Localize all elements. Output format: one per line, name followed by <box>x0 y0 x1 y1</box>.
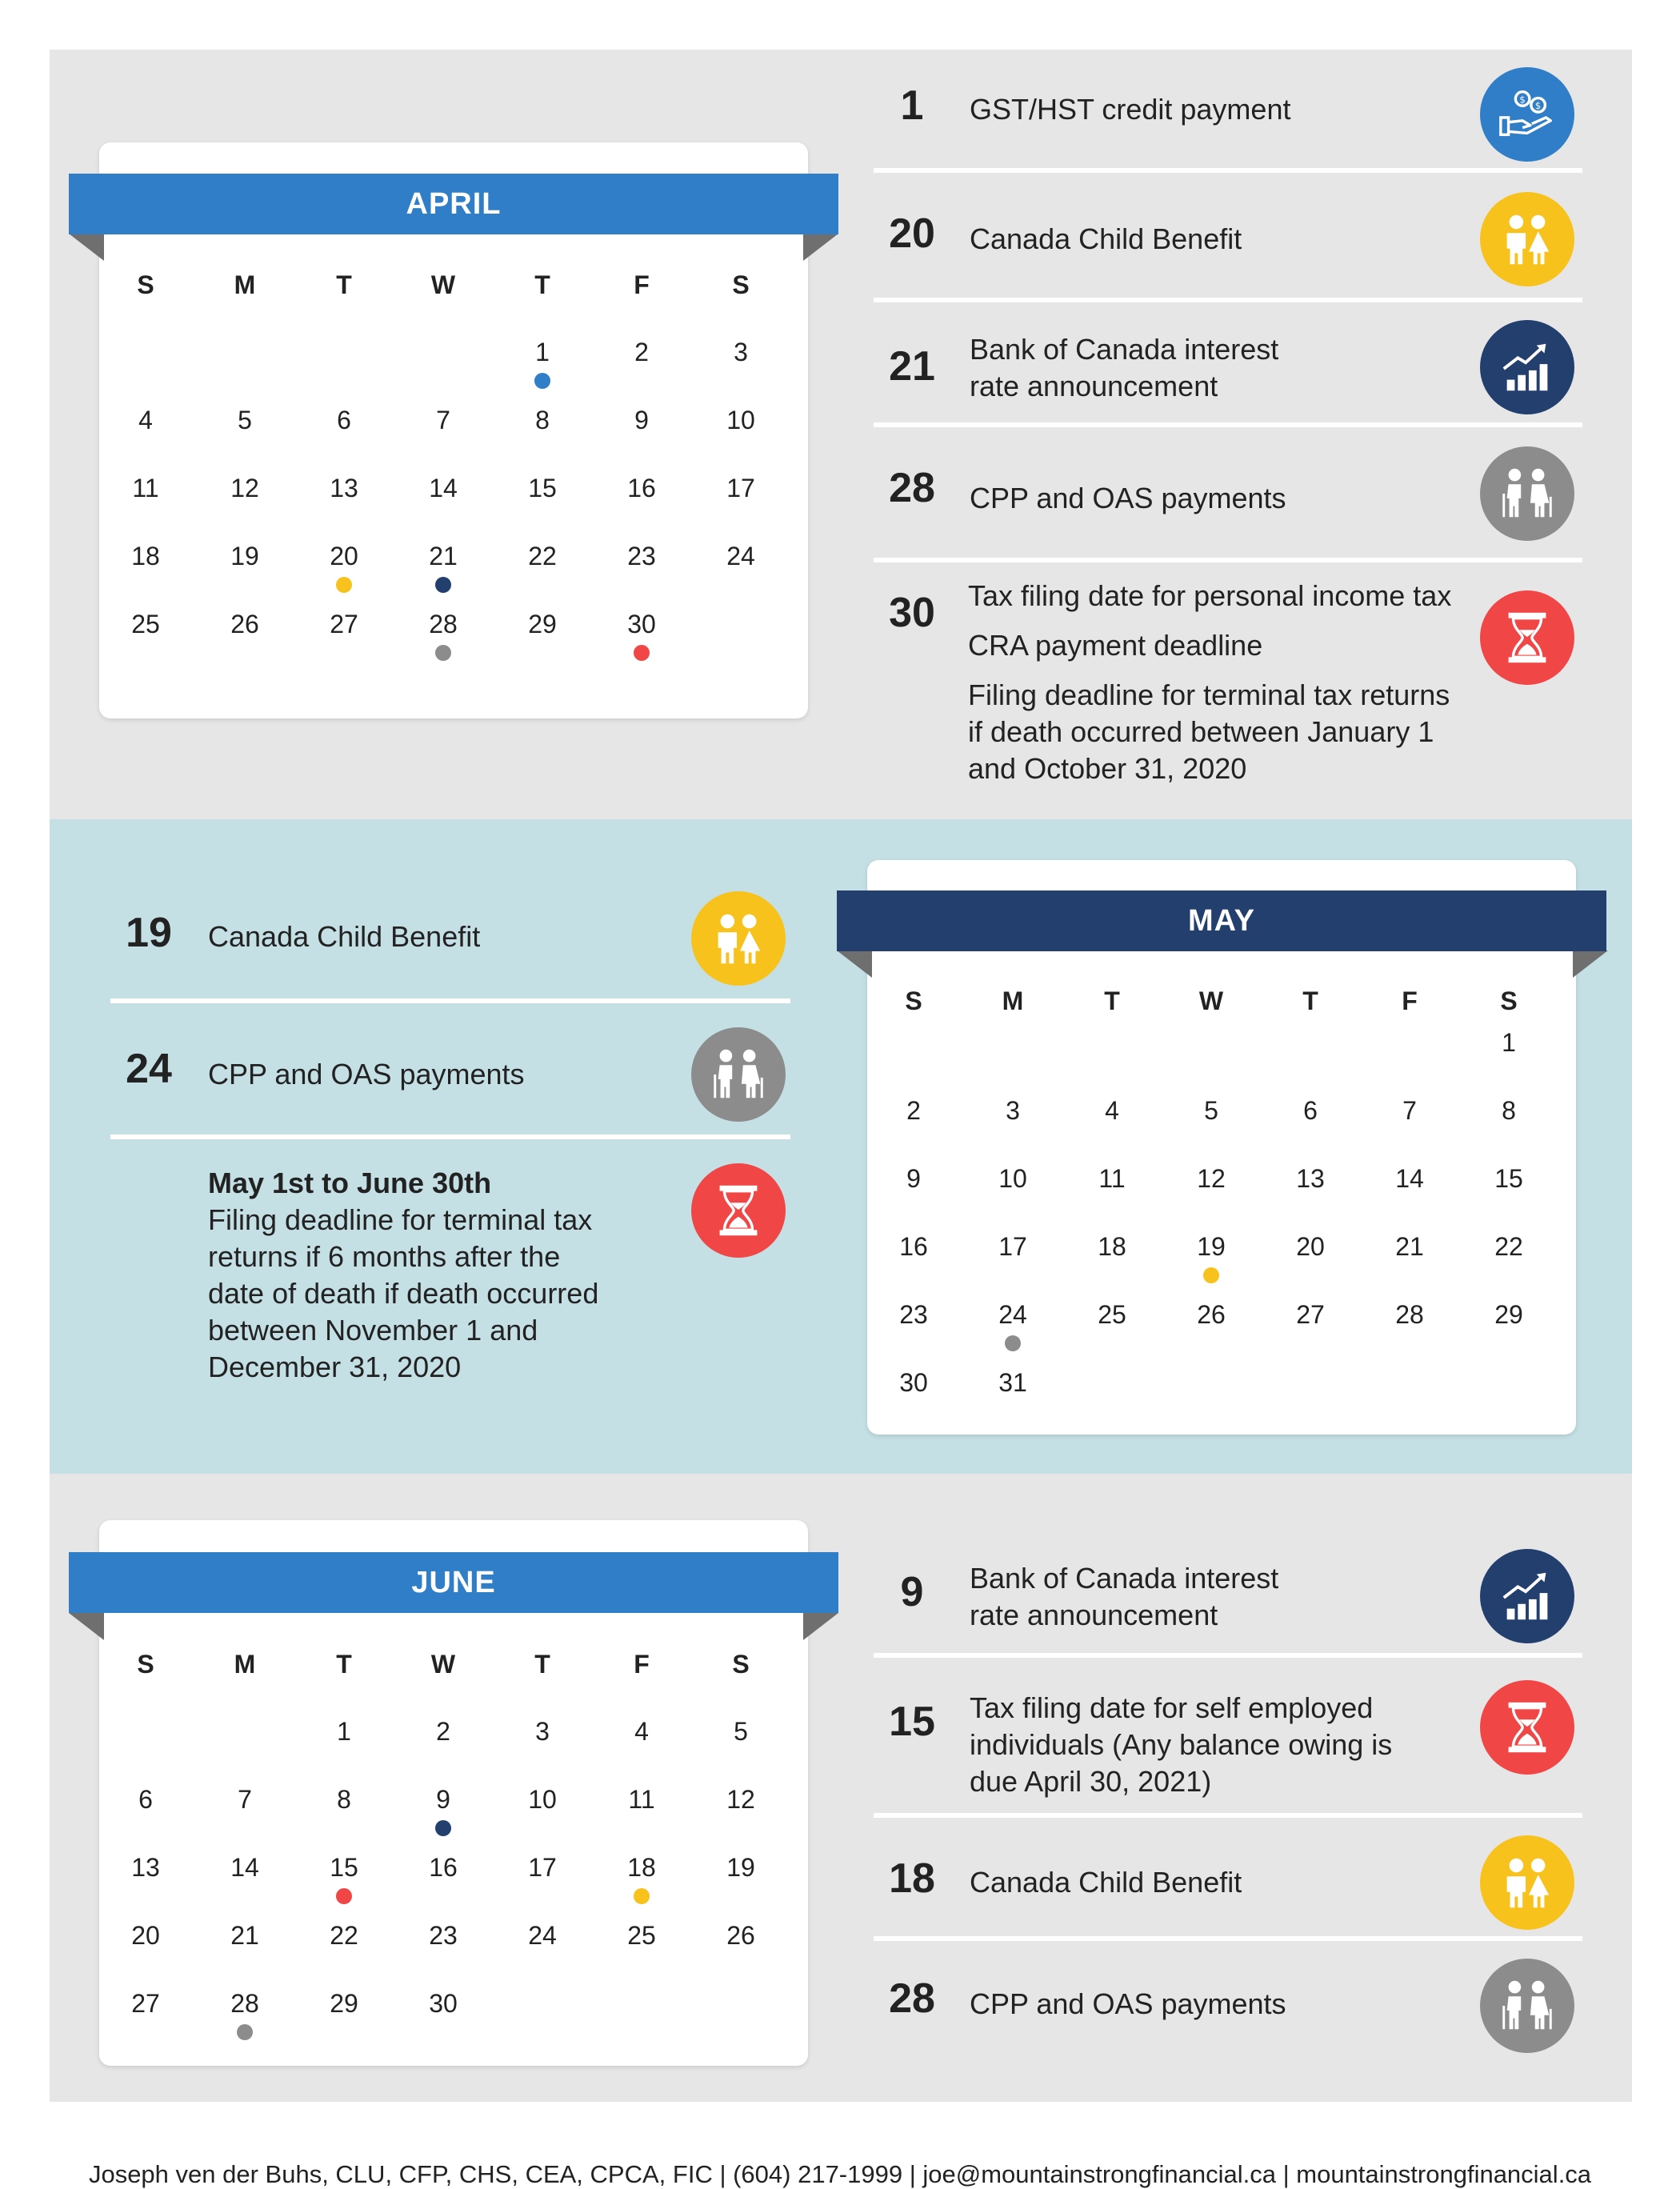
calendar-day: 28 <box>394 610 493 639</box>
event-marker-dot <box>634 1888 650 1904</box>
row-divider <box>874 558 1582 562</box>
weekday-header: F <box>634 270 650 299</box>
calendar-day: 13 <box>1296 1164 1325 1193</box>
calendar-day: 27 <box>330 610 358 638</box>
weekday-header: S <box>1500 986 1518 1015</box>
svg-text:$: $ <box>1534 100 1542 112</box>
calendar-day: 16 <box>429 1853 458 1882</box>
weekday-header: W <box>430 1650 456 1679</box>
event-marker-dot <box>1005 1335 1021 1351</box>
weekday-header: F <box>1402 986 1418 1015</box>
calendar-day: 5 <box>1204 1096 1218 1125</box>
event-day-number: 21 <box>889 343 935 390</box>
event-marker-dot <box>534 373 550 389</box>
calendar-day: 12 <box>726 1785 755 1814</box>
calendar-day: 5 <box>734 1717 748 1746</box>
calendar-day: 16 <box>627 474 656 502</box>
hourglass-icon <box>1480 590 1574 685</box>
event-marker-dot <box>435 645 451 661</box>
row-divider <box>874 1936 1582 1941</box>
calendar-day: 29 <box>528 610 557 638</box>
calendar-day: 30 <box>429 1989 458 2018</box>
calendar-day: 1 <box>493 338 592 367</box>
calendar-day: 2 <box>906 1096 921 1125</box>
event-description: Canada Child Benefit <box>208 920 481 953</box>
calendar-day: 25 <box>627 1921 656 1950</box>
calendar-day: 31 <box>998 1368 1027 1397</box>
calendar-day: 1 <box>1502 1028 1516 1057</box>
hourglass-icon <box>691 1163 786 1258</box>
calendar-day: 11 <box>628 1785 655 1814</box>
calendar-day: 10 <box>726 406 755 434</box>
event-day-number: 18 <box>889 1855 935 1902</box>
calendar-day: 17 <box>998 1232 1027 1261</box>
row-divider <box>110 998 790 1003</box>
june-month-title: JUNE <box>69 1552 838 1613</box>
weekday-header: S <box>137 1650 154 1679</box>
calendar-day: 27 <box>131 1989 160 2018</box>
event-description: Filing deadline for terminal tax returns if 6 months after the date of death if death occurred between November 1 and December 31, 2020 <box>208 1203 599 1383</box>
calendar-day: 23 <box>429 1921 458 1950</box>
calendar-day: 28 <box>1395 1300 1424 1329</box>
svg-text:$: $ <box>1519 94 1526 106</box>
ribbon-fold <box>69 1613 104 1640</box>
children-icon <box>1480 1835 1574 1930</box>
weekday-header: F <box>634 1650 650 1679</box>
event-description: CPP and OAS payments <box>208 1058 525 1090</box>
hourglass-icon <box>1480 1680 1574 1775</box>
calendar-day: 13 <box>131 1853 160 1882</box>
weekday-header: S <box>905 986 922 1015</box>
calendar-day: 8 <box>1502 1096 1516 1125</box>
weekday-header: S <box>137 270 154 299</box>
event-marker-dot <box>336 1888 352 1904</box>
calendar-day: 15 <box>528 474 557 502</box>
weekday-header: S <box>732 1650 750 1679</box>
calendar-day: 14 <box>1395 1164 1424 1193</box>
calendar-day: 12 <box>1197 1164 1226 1193</box>
calendar-day: 22 <box>528 542 557 570</box>
calendar-day: 25 <box>1098 1300 1126 1329</box>
calendar-day: 7 <box>1402 1096 1417 1125</box>
calendar-day: 8 <box>535 406 550 434</box>
calendar-day: 20 <box>1296 1232 1325 1261</box>
calendar-day: 4 <box>138 406 153 434</box>
ribbon-fold <box>1573 950 1608 978</box>
calendar-day: 10 <box>998 1164 1027 1193</box>
calendar-day: 18 <box>1098 1232 1126 1261</box>
event-day-number: 9 <box>900 1569 924 1615</box>
calendar-day: 3 <box>734 338 748 366</box>
calendar-day: 4 <box>1105 1096 1119 1125</box>
calendar-day: 21 <box>394 542 493 571</box>
row-divider <box>874 298 1582 302</box>
event-marker-dot <box>435 577 451 593</box>
event-description: CPP and OAS payments <box>970 1987 1286 2020</box>
calendar-day: 6 <box>138 1785 153 1814</box>
calendar-day: 7 <box>238 1785 252 1814</box>
calendar-day: 21 <box>230 1921 259 1950</box>
ribbon-fold <box>69 234 104 261</box>
calendar-day: 19 <box>1162 1232 1261 1262</box>
calendar-day: 26 <box>726 1921 755 1950</box>
weekday-header: S <box>732 270 750 299</box>
calendar-day: 20 <box>131 1921 160 1950</box>
footer-contact: Joseph ven der Buhs, CLU, CFP, CHS, CEA, CPCA, FIC | (604) 217-1999 | joe@mountainstrongfinancial.ca | mountainstrongfinancial.ca <box>88 2160 1592 2188</box>
event-day-number: 19 <box>126 910 172 956</box>
april-month-title: APRIL <box>69 174 838 234</box>
calendar-day: 23 <box>899 1300 928 1329</box>
event-marker-dot <box>435 1820 451 1836</box>
calendar-day: 11 <box>132 474 159 502</box>
event-description: GST/HST credit payment <box>970 93 1291 126</box>
event-description: Canada Child Benefit <box>970 1866 1242 1899</box>
elderly-couple-icon <box>1480 1959 1574 2053</box>
row-divider <box>874 168 1582 173</box>
elderly-couple-icon <box>691 1027 786 1122</box>
event-period-heading: May 1st to June 30th <box>208 1167 492 1199</box>
calendar-day: 4 <box>634 1717 649 1746</box>
calendar-day: 2 <box>634 338 649 366</box>
weekday-header: T <box>534 1650 550 1679</box>
event-day-number: 1 <box>900 82 924 129</box>
calendar-day: 7 <box>436 406 450 434</box>
event-day-number: 20 <box>889 210 935 257</box>
calendar-day: 20 <box>294 542 394 571</box>
event-day-number: 28 <box>889 1975 935 2022</box>
weekday-header: M <box>1002 986 1024 1015</box>
event-marker-dot <box>237 2024 253 2040</box>
ribbon-fold <box>837 950 872 978</box>
calendar-day: 5 <box>238 406 252 434</box>
calendar-day: 25 <box>131 610 160 638</box>
calendar-day: 2 <box>436 1717 450 1746</box>
weekday-header: T <box>336 270 352 299</box>
elderly-couple-icon <box>1480 446 1574 541</box>
event-marker-dot <box>634 645 650 661</box>
calendar-day: 3 <box>1006 1096 1020 1125</box>
calendar-day: 26 <box>1197 1300 1226 1329</box>
children-icon <box>691 891 786 986</box>
growth-chart-icon <box>1480 320 1574 414</box>
event-description: Bank of Canada interest rate announcement <box>970 1562 1279 1631</box>
calendar-day: 8 <box>337 1785 351 1814</box>
may-month-title: MAY <box>837 890 1606 951</box>
calendar-day: 6 <box>337 406 351 434</box>
money-hand-icon <box>1480 67 1574 162</box>
calendar-day: 29 <box>1494 1300 1523 1329</box>
ribbon-fold <box>803 234 838 261</box>
growth-chart-icon <box>1480 1549 1574 1643</box>
weekday-header: W <box>1198 986 1224 1015</box>
weekday-header: T <box>534 270 550 299</box>
weekday-header: M <box>234 270 256 299</box>
weekday-header: T <box>1302 986 1318 1015</box>
row-divider <box>874 422 1582 427</box>
event-day-number: 15 <box>889 1699 935 1745</box>
event-marker-dot <box>1203 1267 1219 1283</box>
calendar-day: 22 <box>1494 1232 1523 1261</box>
event-day-number: 28 <box>889 465 935 511</box>
event-description: Canada Child Benefit <box>970 222 1242 255</box>
row-divider <box>874 1813 1582 1818</box>
calendar-day: 17 <box>726 474 755 502</box>
calendar-day: 9 <box>394 1785 493 1815</box>
calendar-day: 3 <box>535 1717 550 1746</box>
weekday-header: M <box>234 1650 256 1679</box>
calendar-day: 29 <box>330 1989 358 2018</box>
calendar-day: 16 <box>899 1232 928 1261</box>
calendar-day: 28 <box>195 1989 294 2019</box>
calendar-day: 27 <box>1296 1300 1325 1329</box>
calendar-day: 14 <box>230 1853 259 1882</box>
calendar-day: 9 <box>906 1164 921 1193</box>
calendar-day: 24 <box>726 542 755 570</box>
calendar-day: 10 <box>528 1785 557 1814</box>
calendar-day: 12 <box>230 474 259 502</box>
weekday-header: W <box>430 270 456 299</box>
calendar-day: 18 <box>592 1853 691 1883</box>
calendar-day: 11 <box>1098 1164 1126 1193</box>
calendar-day: 6 <box>1303 1096 1318 1125</box>
calendar-day: 26 <box>230 610 259 638</box>
event-day-number: 30 <box>889 590 935 636</box>
calendar-day: 24 <box>528 1921 557 1950</box>
calendar-day: 22 <box>330 1921 358 1950</box>
event-marker-dot <box>336 577 352 593</box>
ribbon-fold <box>803 1613 838 1640</box>
calendar-day: 18 <box>131 542 160 570</box>
calendar-day: 15 <box>1494 1164 1523 1193</box>
calendar-day: 17 <box>528 1853 557 1882</box>
calendar-day: 1 <box>337 1717 351 1746</box>
calendar-day: 14 <box>429 474 458 502</box>
event-description: CPP and OAS payments <box>970 482 1286 514</box>
calendar-day: 24 <box>963 1300 1062 1330</box>
weekday-header: T <box>1104 986 1120 1015</box>
calendar-day: 19 <box>726 1853 755 1882</box>
event-day-number: 24 <box>126 1046 172 1092</box>
children-icon <box>1480 192 1574 286</box>
row-divider <box>110 1135 790 1139</box>
calendar-day: 15 <box>294 1853 394 1883</box>
calendar-day: 13 <box>330 474 358 502</box>
calendar-day: 30 <box>899 1368 928 1397</box>
calendar-day: 21 <box>1395 1232 1424 1261</box>
calendar-day: 30 <box>592 610 691 639</box>
row-divider <box>874 1653 1582 1658</box>
event-description: Tax filing date for self employed individuals (Any balance owing is due April 30, 2021) <box>970 1691 1393 1798</box>
calendar-day: 9 <box>634 406 649 434</box>
calendar-day: 23 <box>627 542 656 570</box>
calendar-day: 19 <box>230 542 259 570</box>
event-description: Tax filing date for personal income tax CRA payment deadline Filing deadline for terminal tax returns if death occurred between January 1 and October 31, 2020 <box>968 579 1452 785</box>
weekday-header: T <box>336 1650 352 1679</box>
event-description: Bank of Canada interest rate announcement <box>970 333 1279 402</box>
